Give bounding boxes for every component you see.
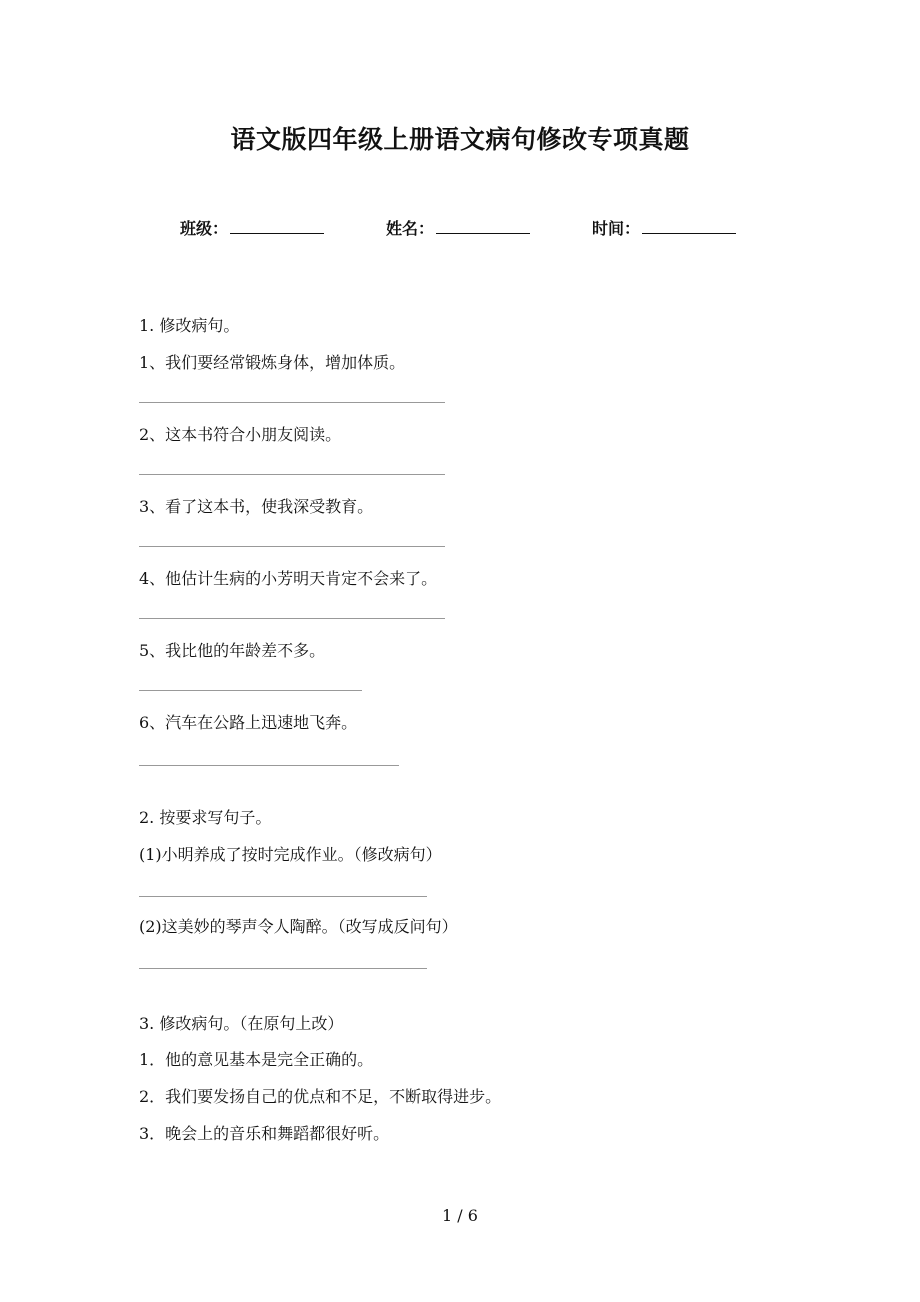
class-field — [180, 216, 324, 239]
answer-line[interactable] — [139, 546, 445, 547]
question-item: 3．晚会上的音乐和舞蹈都很好听。 — [139, 1124, 390, 1143]
answer-line[interactable] — [139, 896, 427, 897]
time-blank[interactable] — [642, 219, 736, 234]
question-item: 2、这本书符合小朋友阅读。 — [139, 425, 342, 444]
section2-heading: 2. 按要求写句子。 — [139, 808, 272, 827]
question-item: 3、看了这本书，使我深受教育。 — [139, 497, 374, 516]
name-label: 姓名： — [386, 219, 435, 238]
question-item: 2．我们要发扬自己的优点和不足，不断取得进步。 — [139, 1087, 502, 1106]
question-item: 5、我比他的年龄差不多。 — [139, 641, 326, 660]
answer-line[interactable] — [139, 690, 362, 691]
section3-heading: 3. 修改病句。（在原句上改） — [139, 1014, 344, 1033]
question-item: 4、他估计生病的小芳明天肯定不会来了。 — [139, 569, 438, 588]
document-title: 语文版四年级上册语文病句修改专项真题 — [230, 125, 690, 154]
answer-line[interactable] — [139, 968, 427, 969]
section1-heading: 1. 修改病句。 — [139, 316, 240, 335]
question-item: 6、汽车在公路上迅速地飞奔。 — [139, 713, 358, 732]
name-blank[interactable] — [436, 219, 530, 234]
time-label: 时间： — [592, 219, 641, 238]
question-item: (1)小明养成了按时完成作业。（修改病句） — [139, 845, 442, 864]
class-label: 班级： — [180, 219, 229, 238]
question-item: 1．他的意见基本是完全正确的。 — [139, 1050, 374, 1069]
time-field — [592, 216, 736, 239]
answer-line[interactable] — [139, 402, 445, 403]
question-item: (2)这美妙的琴声令人陶醉。（改写成反问句） — [139, 917, 458, 936]
question-item: 1、我们要经常锻炼身体，增加体质。 — [139, 353, 406, 372]
page-number: 1 / 6 — [442, 1206, 478, 1225]
answer-line[interactable] — [139, 765, 399, 766]
answer-line[interactable] — [139, 618, 445, 619]
name-field — [386, 216, 530, 239]
class-blank[interactable] — [230, 219, 324, 234]
answer-line[interactable] — [139, 474, 445, 475]
